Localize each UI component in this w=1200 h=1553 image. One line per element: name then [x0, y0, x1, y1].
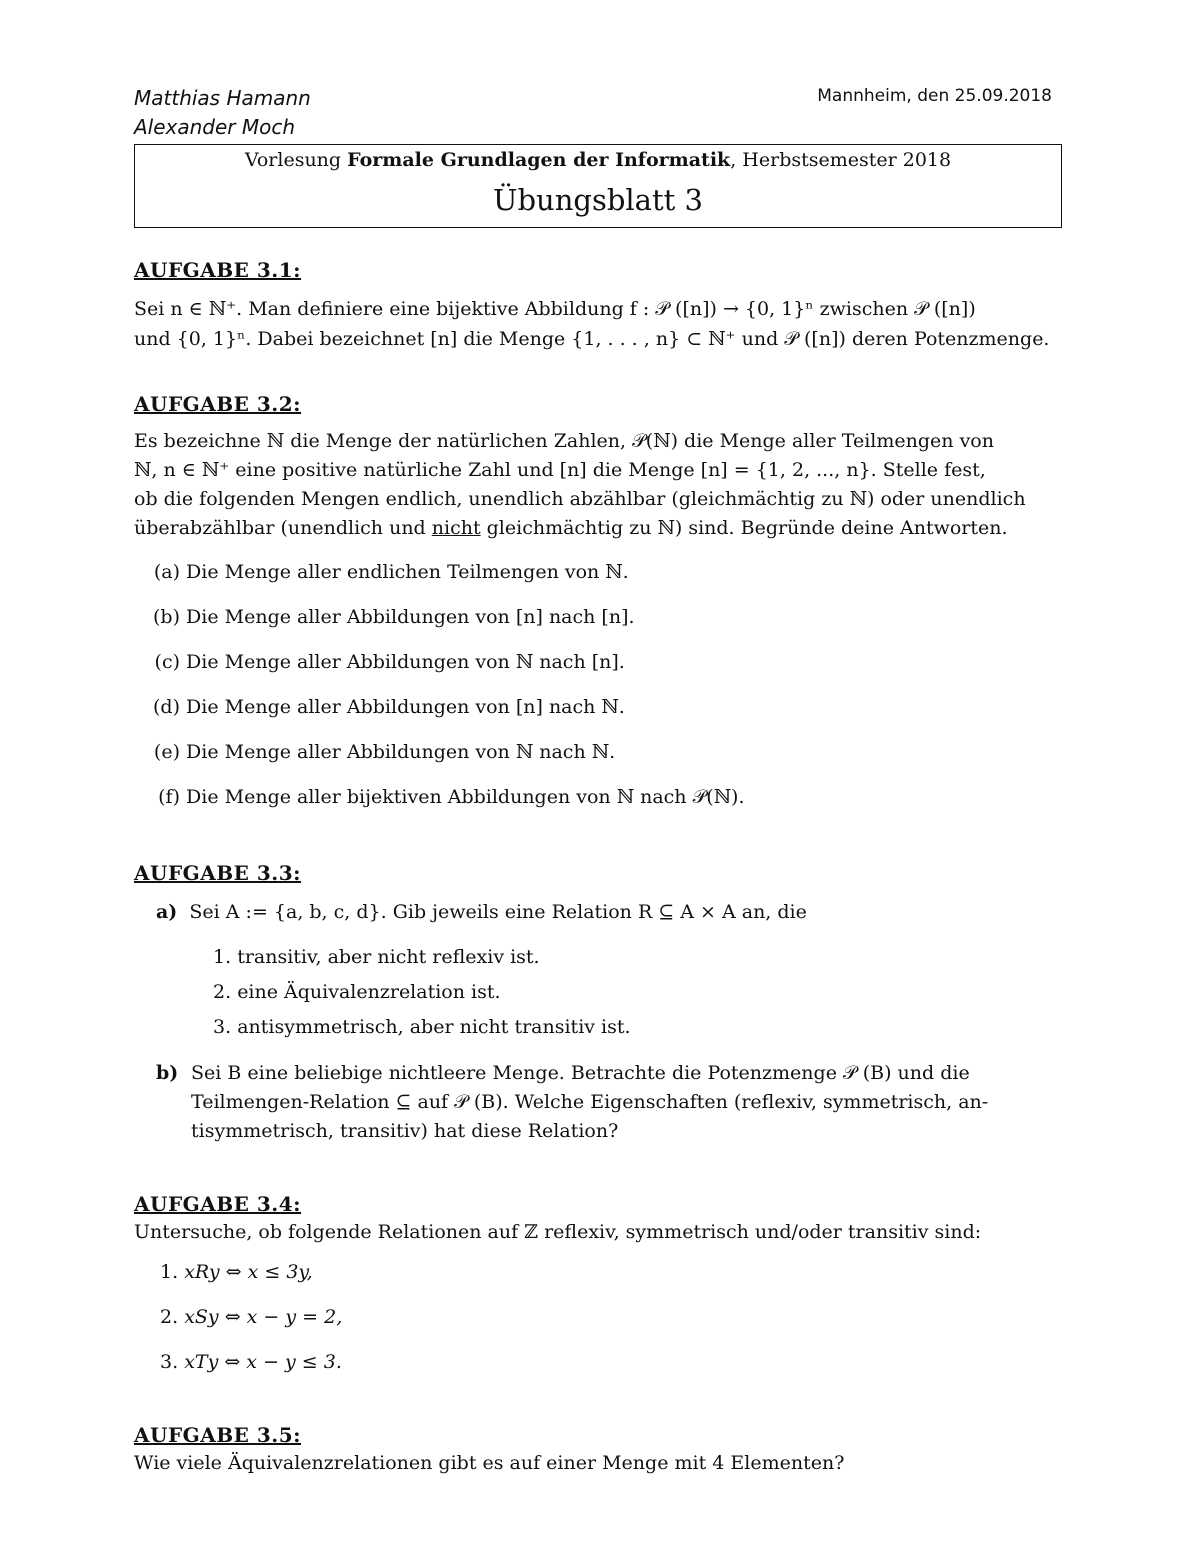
item-label: 3. [213, 1016, 232, 1038]
item-text: eine Äquivalenzrelation ist. [237, 981, 501, 1003]
intro-4-underlined: nicht [431, 517, 481, 539]
item-text: Die Menge aller endlichen Teilmengen von ℕ. [186, 561, 629, 583]
item-label: 2. [160, 1306, 179, 1328]
lecture-suffix: , Herbstsemester 2018 [730, 149, 952, 171]
item-text: Die Menge aller Abbildungen von [n] nach ℕ. [186, 696, 625, 718]
item-text: Die Menge aller bijektiven Abbildungen von ℕ nach 𝒫(ℕ). [186, 786, 745, 808]
task-3-2-item-f [150, 786, 745, 808]
task-3-4-heading: AUFGABE 3.4: [134, 1192, 302, 1216]
task-3-3-heading: AUFGABE 3.3: [134, 861, 302, 885]
task-3-4-intro: Untersuche, ob folgende Relationen auf ℤ reflexiv, symmetrisch und/oder transitiv sind: [134, 1221, 982, 1243]
lecture-prefix: Vorlesung [244, 149, 348, 171]
author-2: Alexander Moch [134, 115, 296, 139]
part-label: a) [156, 901, 178, 923]
task-3-2-intro-1: Es bezeichne ℕ die Menge der natürlichen Zahlen, 𝒫(ℕ) die Menge aller Teilmengen von [134, 430, 994, 452]
item-text: antisymmetrisch, aber nicht transitiv ist. [237, 1016, 631, 1038]
task-3-2-item-d [150, 696, 625, 718]
task-3-2-intro-2: ℕ, n ∈ ℕ⁺ eine positive natürliche Zahl und [n] die Menge [n] = {1, 2, ..., n}. Stelle fest, [134, 459, 986, 481]
place-date: Mannheim, den 25.09.2018 [817, 86, 1052, 106]
task-3-5-heading: AUFGABE 3.5: [134, 1423, 302, 1447]
item-text: xRy ⇔ x ≤ 3y, [184, 1261, 313, 1283]
author-1: Matthias Hamann [134, 86, 311, 110]
task-3-2-intro-3: ob die folgenden Mengen endlich, unendlich abzählbar (gleichmächtig zu ℕ) oder unendlich [134, 488, 1026, 510]
intro-4-pre: überabzählbar (unendlich und [134, 517, 432, 539]
part-label: b) [156, 1062, 179, 1084]
task-3-1-heading: AUFGABE 3.1: [134, 258, 302, 282]
task-3-2-item-c [150, 651, 625, 673]
item-text: Die Menge aller Abbildungen von ℕ nach ℕ. [186, 741, 616, 763]
task-3-4-item-1 [160, 1261, 313, 1283]
task-3-2-item-b [150, 606, 635, 628]
task-3-3-part-b-label [156, 1062, 178, 1084]
task-3-3-a-item-2 [213, 981, 501, 1003]
item-label: (f) [158, 786, 180, 808]
lecture-line [135, 149, 1061, 171]
task-3-2-intro-4 [134, 517, 1008, 539]
task-3-1-line-2: und {0, 1}ⁿ. Dabei bezeichnet [n] die Menge {1, . . . , n} ⊂ ℕ⁺ und 𝒫 ([n]) deren Potenzmenge. [134, 328, 1050, 350]
item-text: Die Menge aller Abbildungen von [n] nach [n]. [186, 606, 635, 628]
task-3-2-item-e [150, 741, 615, 763]
item-label: 2. [213, 981, 232, 1003]
item-label: (c) [154, 651, 180, 673]
task-3-3-b-line-1: Sei B eine beliebige nichtleere Menge. Betrachte die Potenzmenge 𝒫 (B) und die [191, 1062, 970, 1084]
title-box [134, 144, 1062, 228]
item-label: (a) [153, 561, 180, 583]
task-3-3-b-line-2: Teilmengen-Relation ⊆ auf 𝒫 (B). Welche Eigenschaften (reflexiv, symmetrisch, an- [191, 1091, 989, 1113]
task-3-5-text: Wie viele Äquivalenzrelationen gibt es auf einer Menge mit 4 Elementen? [134, 1452, 845, 1474]
item-label: 3. [160, 1351, 179, 1373]
item-label: (d) [153, 696, 180, 718]
authors [134, 84, 311, 142]
item-label: (b) [153, 606, 180, 628]
task-3-3-a-item-1 [213, 946, 540, 968]
task-3-3-part-a [156, 901, 807, 923]
item-label: 1. [160, 1261, 179, 1283]
task-3-3-a-item-3 [213, 1016, 631, 1038]
task-3-3-b-line-3: tisymmetrisch, transitiv) hat diese Relation? [191, 1120, 619, 1142]
task-3-2-heading: AUFGABE 3.2: [134, 392, 302, 416]
item-text: xTy ⇔ x − y ≤ 3. [184, 1351, 342, 1373]
lecture-name: Formale Grundlagen der Informatik [347, 149, 731, 171]
task-3-2-item-a [150, 561, 629, 583]
task-3-1-line-1: Sei n ∈ ℕ⁺. Man definiere eine bijektive Abbildung f : 𝒫 ([n]) → {0, 1}ⁿ zwischen 𝒫 ([n]) [134, 298, 976, 320]
task-3-4-item-2 [160, 1306, 342, 1328]
intro-4-post: gleichmächtig zu ℕ) sind. Begründe deine Antworten. [480, 517, 1008, 539]
item-label: 1. [213, 946, 232, 968]
item-text: Die Menge aller Abbildungen von ℕ nach [n]. [186, 651, 625, 673]
item-label: (e) [153, 741, 180, 763]
part-text: Sei A := {a, b, c, d}. Gib jeweils eine Relation R ⊆ A × A an, die [189, 901, 807, 923]
task-3-4-item-3 [160, 1351, 342, 1373]
item-text: xSy ⇔ x − y = 2, [184, 1306, 343, 1328]
sheet-title: Übungsblatt 3 [493, 183, 703, 217]
item-text: transitiv, aber nicht reflexiv ist. [237, 946, 540, 968]
